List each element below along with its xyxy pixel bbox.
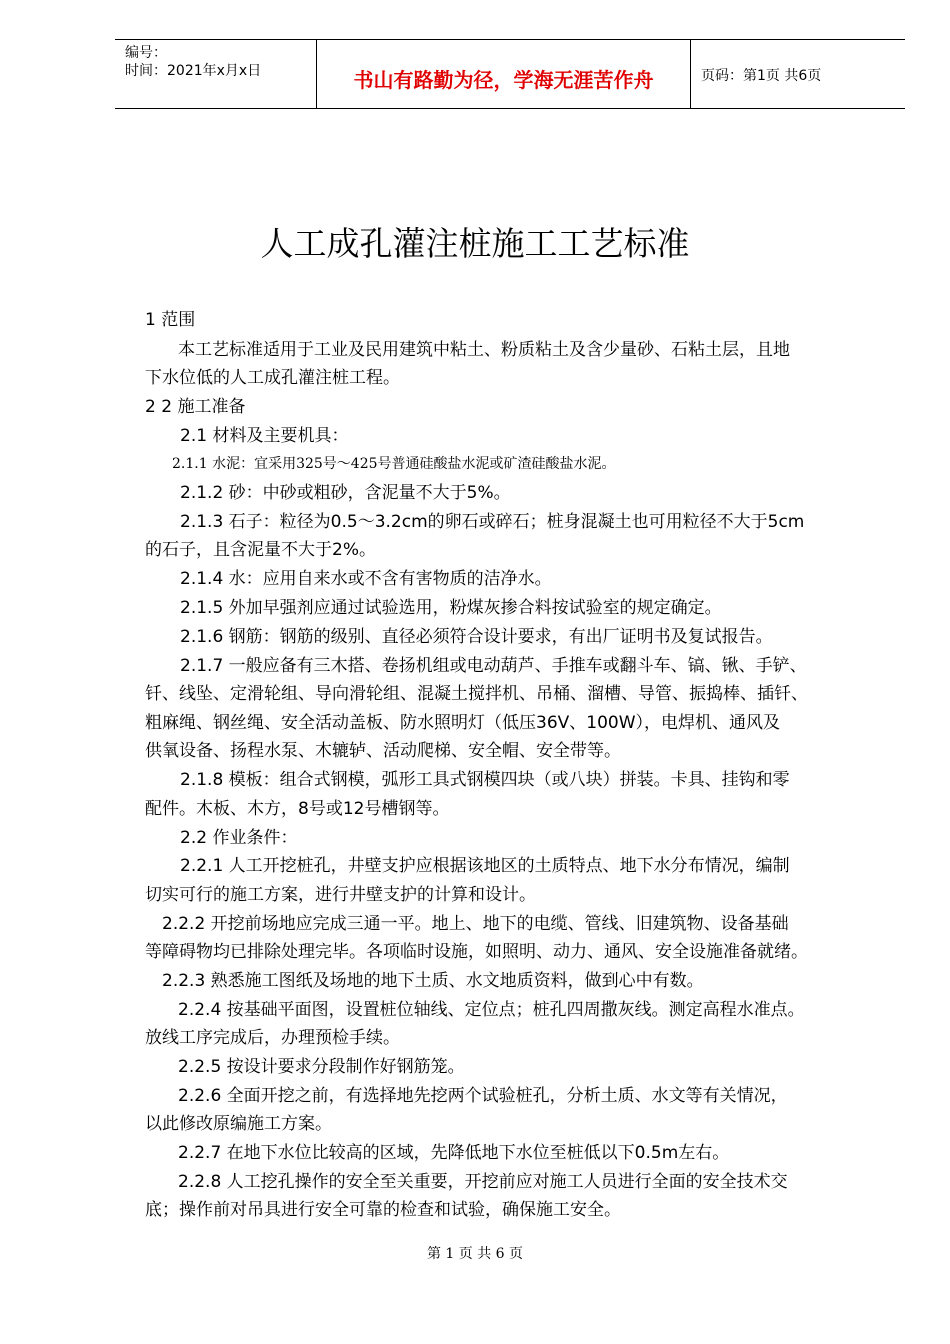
paragraph-line: 切实可行的施工方案，进行井壁支护的计算和设计。 — [145, 885, 536, 905]
paragraph-line: 2.1.1 水泥：宜采用325号～425号普通硅酸盐水泥或矿渣硅酸盐水泥。 — [172, 456, 616, 472]
page-footer: 第 1 页 共 6 页 — [426, 1246, 524, 1262]
paragraph-line: 2.2.5 按设计要求分段制作好钢筋笼。 — [178, 1057, 465, 1077]
paragraph-line: 2.1.3 石子：粒径为0.5～3.2cm的卵石或碎石；桩身混凝土也可用粒径不大于5cm — [180, 512, 805, 532]
document-number: 编号： — [125, 45, 167, 61]
paragraph-line: 的石子，且含泥量不大于2%。 — [145, 540, 376, 560]
paragraph-line: 钎、线坠、定滑轮组、导向滑轮组、混凝土搅拌机、吊桶、溜槽、导管、振捣棒、插钎、 — [145, 684, 808, 704]
paragraph-line: 2.1.6 钢筋：钢筋的级别、直径必须符合设计要求，有出厂证明书及复试报告。 — [180, 627, 773, 647]
paragraph-line: 2.1.7 一般应备有三木搭、卷扬机组或电动葫芦、手推车或翻斗车、镐、锹、手铲、 — [180, 656, 807, 676]
paragraph-line: 底；操作前对吊具进行安全可靠的检查和试验，确保施工安全。 — [145, 1200, 621, 1220]
paragraph-line: 配件。木板、木方，8号或12号槽钢等。 — [145, 799, 450, 819]
paragraph-line: 供氧设备、扬程水泵、木辘轳、活动爬梯、安全帽、安全带等。 — [145, 741, 621, 761]
paragraph-line: 2.2.7 在地下水位比较高的区域，先降低地下水位至桩低以下0.5m左右。 — [178, 1143, 730, 1163]
paragraph-line: 以此修改原编施工方案。 — [145, 1114, 332, 1134]
paragraph-line: 2.1.2 砂：中砂或粗砂，含泥量不大于5%。 — [180, 483, 511, 503]
paragraph-line: 2.1.5 外加早强剂应通过试验选用，粉煤灰掺合料按试验室的规定确定。 — [180, 598, 722, 618]
paragraph-line: 2.2.8 人工挖孔操作的安全至关重要，开挖前应对施工人员进行全面的安全技术交 — [178, 1172, 788, 1192]
header-motto: 书山有路勤为径，学海无涯苦作舟 — [353, 68, 654, 92]
paragraph-line: 2.2.4 按基础平面图，设置桩位轴线、定位点；桩孔四周撒灰线。测定高程水准点。 — [178, 1000, 805, 1020]
document-title: 人工成孔灌注桩施工工艺标准 — [260, 224, 690, 263]
header-page-info: 页码：第1页 共6页 — [701, 68, 822, 84]
paragraph-line: 2.1.8 模板：组合式钢模，弧形工具式钢模四块（或八块）拼装。卡具、挂钩和零 — [180, 770, 790, 790]
paragraph-line: 2.1.4 水：应用自来水或不含有害物质的洁净水。 — [180, 569, 552, 589]
paragraph-line: 2.2.2 开挖前场地应完成三通一平。地上、地下的电缆、管线、旧建筑物、设备基础 — [162, 914, 789, 934]
paragraph-line: 等障碍物均已排除处理完毕。各项临时设施，如照明、动力、通风、安全设施准备就绪。 — [145, 942, 808, 962]
paragraph-line: 2.2.6 全面开挖之前，有选择地先挖两个试验桩孔，分析土质、水文等有关情况， — [178, 1086, 788, 1106]
subsection-heading: 2.2 作业条件： — [180, 828, 298, 848]
header-info-cell — [115, 40, 317, 108]
document-date: 时间：2021年x月x日 — [125, 63, 262, 79]
paragraph-line: 2.2.1 人工开挖桩孔，井壁支护应根据该地区的土质特点、地下水分布情况，编制 — [180, 856, 790, 876]
paragraph-line: 2.2.3 熟悉施工图纸及场地的地下土质、水文地质资料，做到心中有数。 — [162, 971, 704, 991]
header-table — [115, 39, 905, 109]
section-heading: 1 范围 — [145, 310, 196, 330]
subsection-heading: 2.1 材料及主要机具： — [180, 426, 349, 446]
paragraph-line: 下水位低的人工成孔灌注桩工程。 — [145, 368, 400, 388]
paragraph-line: 粗麻绳、钢丝绳、安全活动盖板、防水照明灯（低压36V、100W），电焊机、通风及 — [145, 713, 781, 733]
paragraph-line: 本工艺标准适用于工业及民用建筑中粘土、粉质粘土及含少量砂、石粘土层，且地 — [178, 340, 790, 360]
header-motto-cell — [317, 40, 691, 108]
paragraph-line: 放线工序完成后，办理预检手续。 — [145, 1028, 400, 1048]
header-page-cell — [691, 40, 905, 108]
section-heading: 2 2 施工准备 — [145, 397, 246, 417]
